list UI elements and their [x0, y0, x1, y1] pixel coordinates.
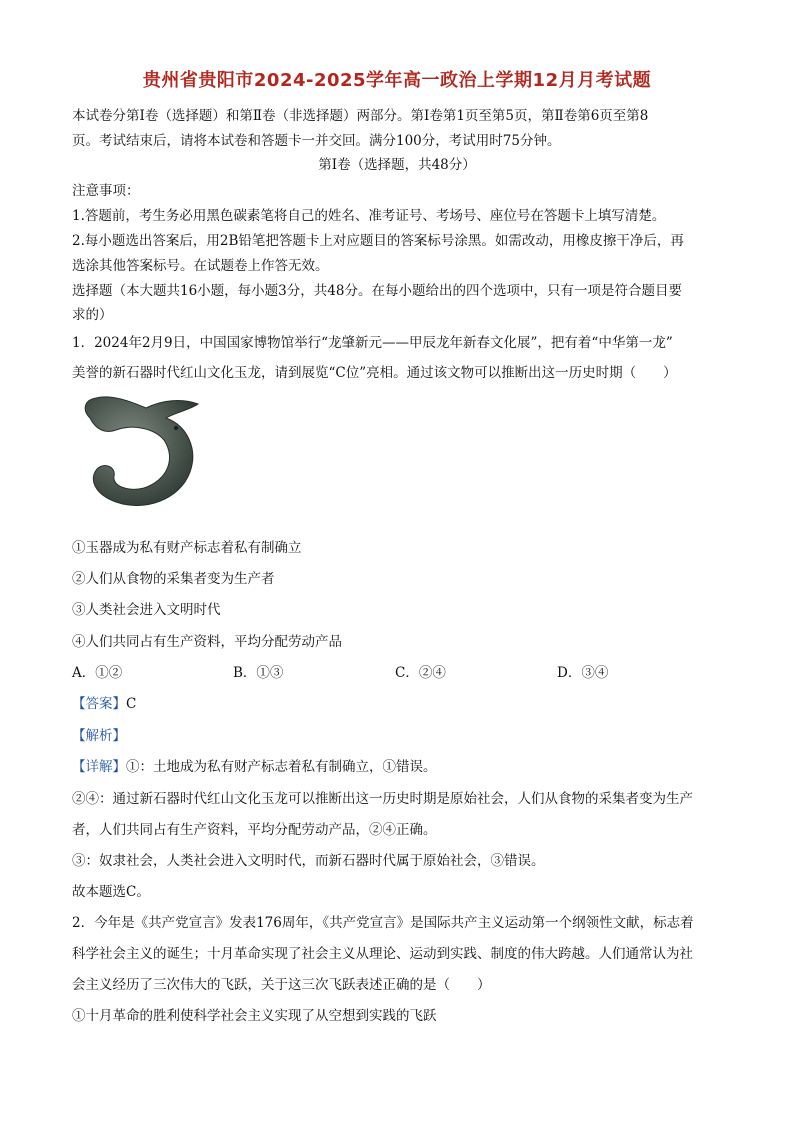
q1-detail-1	[72, 757, 732, 777]
mc-instructions-line-2: 求的）	[72, 307, 113, 323]
q1-option-d: D．③④	[557, 665, 609, 681]
detail-1-text: ①：土地成为私有财产标志着私有制确立，①错误。	[126, 759, 437, 775]
q1-answer	[72, 694, 732, 714]
jade-dragon-image	[72, 388, 212, 518]
q1-option-c: C．②④	[395, 665, 446, 681]
analysis-tag: 【解析】	[72, 728, 126, 744]
q2-stem-line-3: 会主义经历了三次伟大的飞跃，关于这三次飞跃表述正确的是（ ）	[72, 977, 491, 993]
q1-stem-line-2: 美誉的新石器时代红山文化玉龙，请到展览“C位”亮相。通过该文物可以推断出这一历史时期（ ）	[72, 365, 677, 381]
detail-tag: 【详解】	[72, 759, 126, 775]
mc-instructions-line-1: 选择题（本大题共16小题，每小题3分，共48分。在每小题给出的四个选项中，只有一项是符合题目要	[72, 283, 682, 299]
q1-item-2: ②人们从食物的采集者变为生产者	[72, 571, 275, 587]
note-2-line-1: 2.每小题选出答案后，用2B铅笔把答题卡上对应题目的答案标号涂黑。如需改动，用橡皮擦干净后，再	[72, 233, 684, 249]
q1-detail-2-line-2: 者，人们共同占有生产资料，平均分配劳动产品，②④正确。	[72, 822, 437, 838]
q2-item-1: ①十月革命的胜利使科学社会主义实现了从空想到实践的飞跃	[72, 1008, 437, 1024]
note-1: 1.答题前，考生务必用黑色碳素笔将自己的姓名、准考证号、考场号、座位号在答题卡上填写清楚。	[72, 208, 666, 224]
q1-option-a: A．①②	[72, 665, 123, 681]
q1-item-4: ④人们共同占有生产资料，平均分配劳动产品	[72, 634, 342, 650]
note-2-line-2: 选涂其他答案标号。在试题卷上作答无效。	[72, 258, 329, 274]
notes-heading: 注意事项：	[72, 183, 140, 199]
q2-stem-line-2: 科学社会主义的诞生；十月革命实现了社会主义从理论、运动到实践、制度的伟大跨越。人们通常认为社	[72, 946, 693, 962]
q1-option-b: B．①③	[233, 665, 284, 681]
q1-item-3: ③人类社会进入文明时代	[72, 602, 221, 618]
answer-value: C	[126, 696, 137, 712]
q1-conclusion: 故本题选C。	[72, 884, 150, 900]
q2-stem-line-1: 2．今年是《共产党宣言》发表176周年，《共产党宣言》是国际共产主义运动第一个纲领性文献，标志着	[72, 915, 694, 931]
q1-analysis	[72, 726, 732, 746]
q1-detail-3: ③：奴隶社会，人类社会进入文明时代，而新石器时代属于原始社会，③错误。	[72, 853, 545, 869]
answer-tag: 【答案】	[72, 696, 126, 712]
exam-title: 贵州省贵阳市2024-2025学年高一政治上学期12月月考试题	[142, 70, 652, 91]
intro-line-1: 本试卷分第Ⅰ卷（选择题）和第Ⅱ卷（非选择题）两部分。第Ⅰ卷第1页至第5页，第Ⅱ卷第6页至第8	[72, 108, 649, 124]
q1-item-1: ①玉器成为私有财产标志着私有制确立	[72, 540, 302, 556]
q1-detail-2-line-1: ②④：通过新石器时代红山文化玉龙可以推断出这一历史时期是原始社会，人们从食物的采集者变为生产	[72, 791, 693, 807]
jade-dragon-icon	[72, 388, 212, 518]
q1-stem-line-1: 1．2024年2月9日，中国国家博物馆举行“龙肇新元——甲辰龙年新春文化展”，把有着“中华第一龙”	[72, 335, 673, 351]
intro-line-2: 页。考试结束后，请将本试卷和答题卡一并交回。满分100分，考试用时75分钟。	[72, 133, 561, 149]
section-heading: 第Ⅰ卷（选择题，共48分）	[318, 157, 476, 173]
